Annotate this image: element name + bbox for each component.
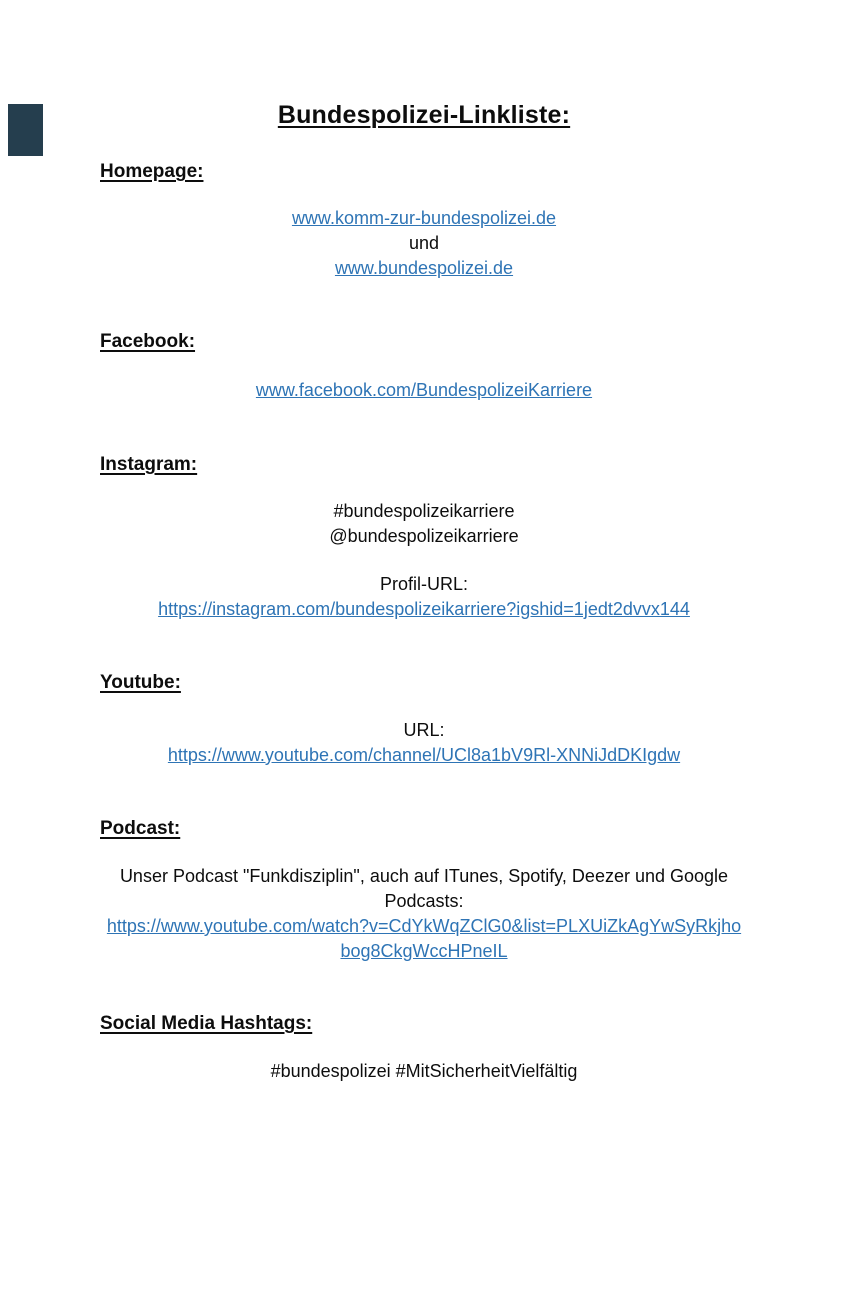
instagram-profile-url-label: Profil-URL: (379, 574, 468, 594)
instagram-profile-block (0, 572, 848, 622)
section-heading-instagram: Instagram: (100, 454, 198, 475)
homepage-link-komm-zur-bundespolizei[interactable]: www.komm-zur-bundespolizei.de (291, 208, 557, 228)
youtube-channel-link[interactable]: https://www.youtube.com/channel/UCl8a1bV9Rl-XNNiJdDKIgdw (167, 745, 681, 765)
section-heading-podcast: Podcast: (100, 818, 181, 839)
instagram-profile-link[interactable]: https://instagram.com/bundespolizeikarriere?igshid=1jedt2dvvx144 (158, 599, 690, 619)
facebook-link[interactable]: www.facebook.com/BundespolizeiKarriere (255, 380, 593, 400)
hashtags-block (0, 1059, 848, 1084)
page-corner-mark (8, 104, 43, 156)
page-title: Bundespolizei-Linkliste: (277, 101, 571, 129)
instagram-link-line (0, 597, 848, 622)
document-page (0, 99, 848, 1299)
podcast-block (0, 864, 848, 964)
homepage-link-line (0, 206, 848, 231)
facebook-links-block (0, 378, 848, 403)
homepage-connector-text: und (408, 233, 440, 253)
homepage-link-bundespolizei[interactable]: www.bundespolizei.de (334, 258, 514, 278)
youtube-link-line (0, 743, 848, 768)
instagram-handle-text: @bundespolizeikarriere (329, 526, 519, 546)
podcast-playlist-link[interactable] (0, 914, 848, 964)
instagram-tags-block (0, 499, 848, 549)
podcast-description-line1: Unser Podcast "Funkdisziplin", auch auf ITunes, Spotify, Deezer und Google (119, 866, 729, 886)
podcast-playlist-link-line2: bog8CkgWccHPneIL (340, 941, 508, 961)
youtube-url-label: URL: (403, 720, 445, 740)
homepage-link-line (0, 256, 848, 281)
section-heading-social-media-hashtags: Social Media Hashtags: (100, 1013, 313, 1034)
facebook-link-line (0, 378, 848, 403)
podcast-playlist-link-line1: https://www.youtube.com/watch?v=CdYkWqZClG0&list=PLXUiZkAgYwSyRkjho (106, 916, 742, 936)
social-media-hashtags-text: #bundespolizei #MitSicherheitVielfältig (270, 1061, 578, 1081)
homepage-links-block (0, 206, 848, 281)
youtube-links-block (0, 718, 848, 768)
instagram-hashtag-text: #bundespolizeikarriere (333, 501, 515, 521)
section-heading-youtube: Youtube: (100, 672, 181, 693)
podcast-description-line2: Podcasts: (384, 891, 464, 911)
section-heading-facebook: Facebook: (100, 331, 196, 352)
section-heading-homepage: Homepage: (100, 161, 204, 182)
